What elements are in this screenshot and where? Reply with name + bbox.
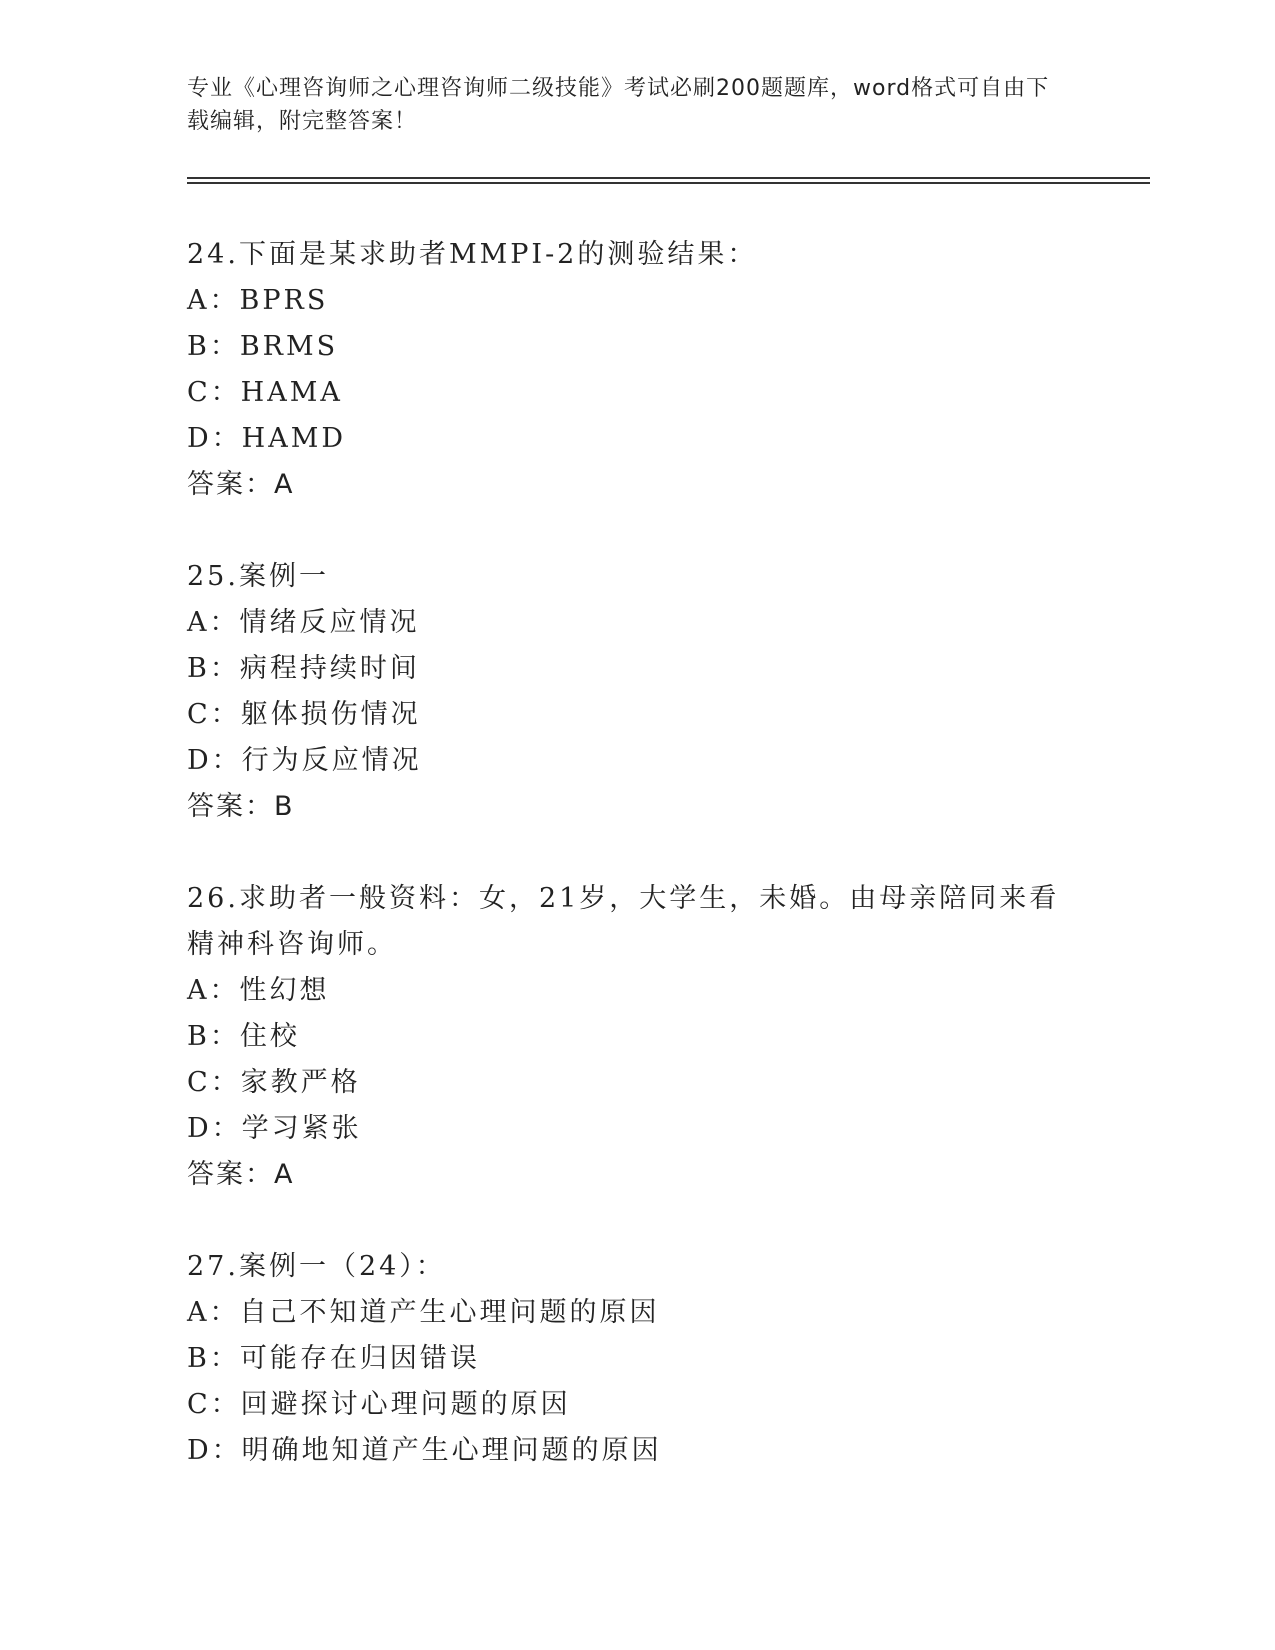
- document-header: 专业《心理咨询师之心理咨询师二级技能》考试必刷200题题库，word格式可自由下载编辑，附完整答案！: [187, 76, 1050, 134]
- option-c: C：HAMA: [187, 377, 343, 408]
- option-a: A：自己不知道产生心理问题的原因: [187, 1297, 660, 1328]
- header-divider-bottom: [187, 182, 1150, 184]
- option-d: D：HAMD: [187, 423, 346, 454]
- option-d: D：学习紧张: [187, 1113, 362, 1144]
- question-stem: 24.下面是某求助者MMPI-2的测验结果：: [187, 239, 758, 270]
- question-stem: 25.案例一: [187, 561, 329, 592]
- answer-line: 答案：A: [187, 1159, 295, 1190]
- question-27: [187, 1244, 1087, 1474]
- option-a: A：性幻想: [187, 975, 330, 1006]
- question-25: [187, 554, 1087, 830]
- question-stem: 27.案例一（24）：: [187, 1251, 446, 1282]
- question-list: [187, 232, 1087, 1520]
- option-d: D：明确地知道产生心理问题的原因: [187, 1435, 662, 1466]
- option-b: B：住校: [187, 1021, 300, 1052]
- option-a: A：BPRS: [187, 285, 329, 316]
- answer-line: 答案：A: [187, 469, 295, 500]
- question-stem: 26.求助者一般资料：女，21岁，大学生，未婚。由母亲陪同来看精神科咨询师。: [187, 883, 1060, 960]
- question-26: [187, 876, 1087, 1198]
- answer-line: 答案：B: [187, 791, 295, 822]
- option-c: C：回避探讨心理问题的原因: [187, 1389, 571, 1420]
- option-d: D：行为反应情况: [187, 745, 422, 776]
- header-divider-top: [187, 177, 1150, 179]
- option-c: C：躯体损伤情况: [187, 699, 421, 730]
- option-b: B：病程持续时间: [187, 653, 420, 684]
- option-a: A：情绪反应情况: [187, 607, 420, 638]
- option-b: B：可能存在归因错误: [187, 1343, 480, 1374]
- option-b: B：BRMS: [187, 331, 339, 362]
- option-c: C：家教严格: [187, 1067, 361, 1098]
- question-24: [187, 232, 1087, 508]
